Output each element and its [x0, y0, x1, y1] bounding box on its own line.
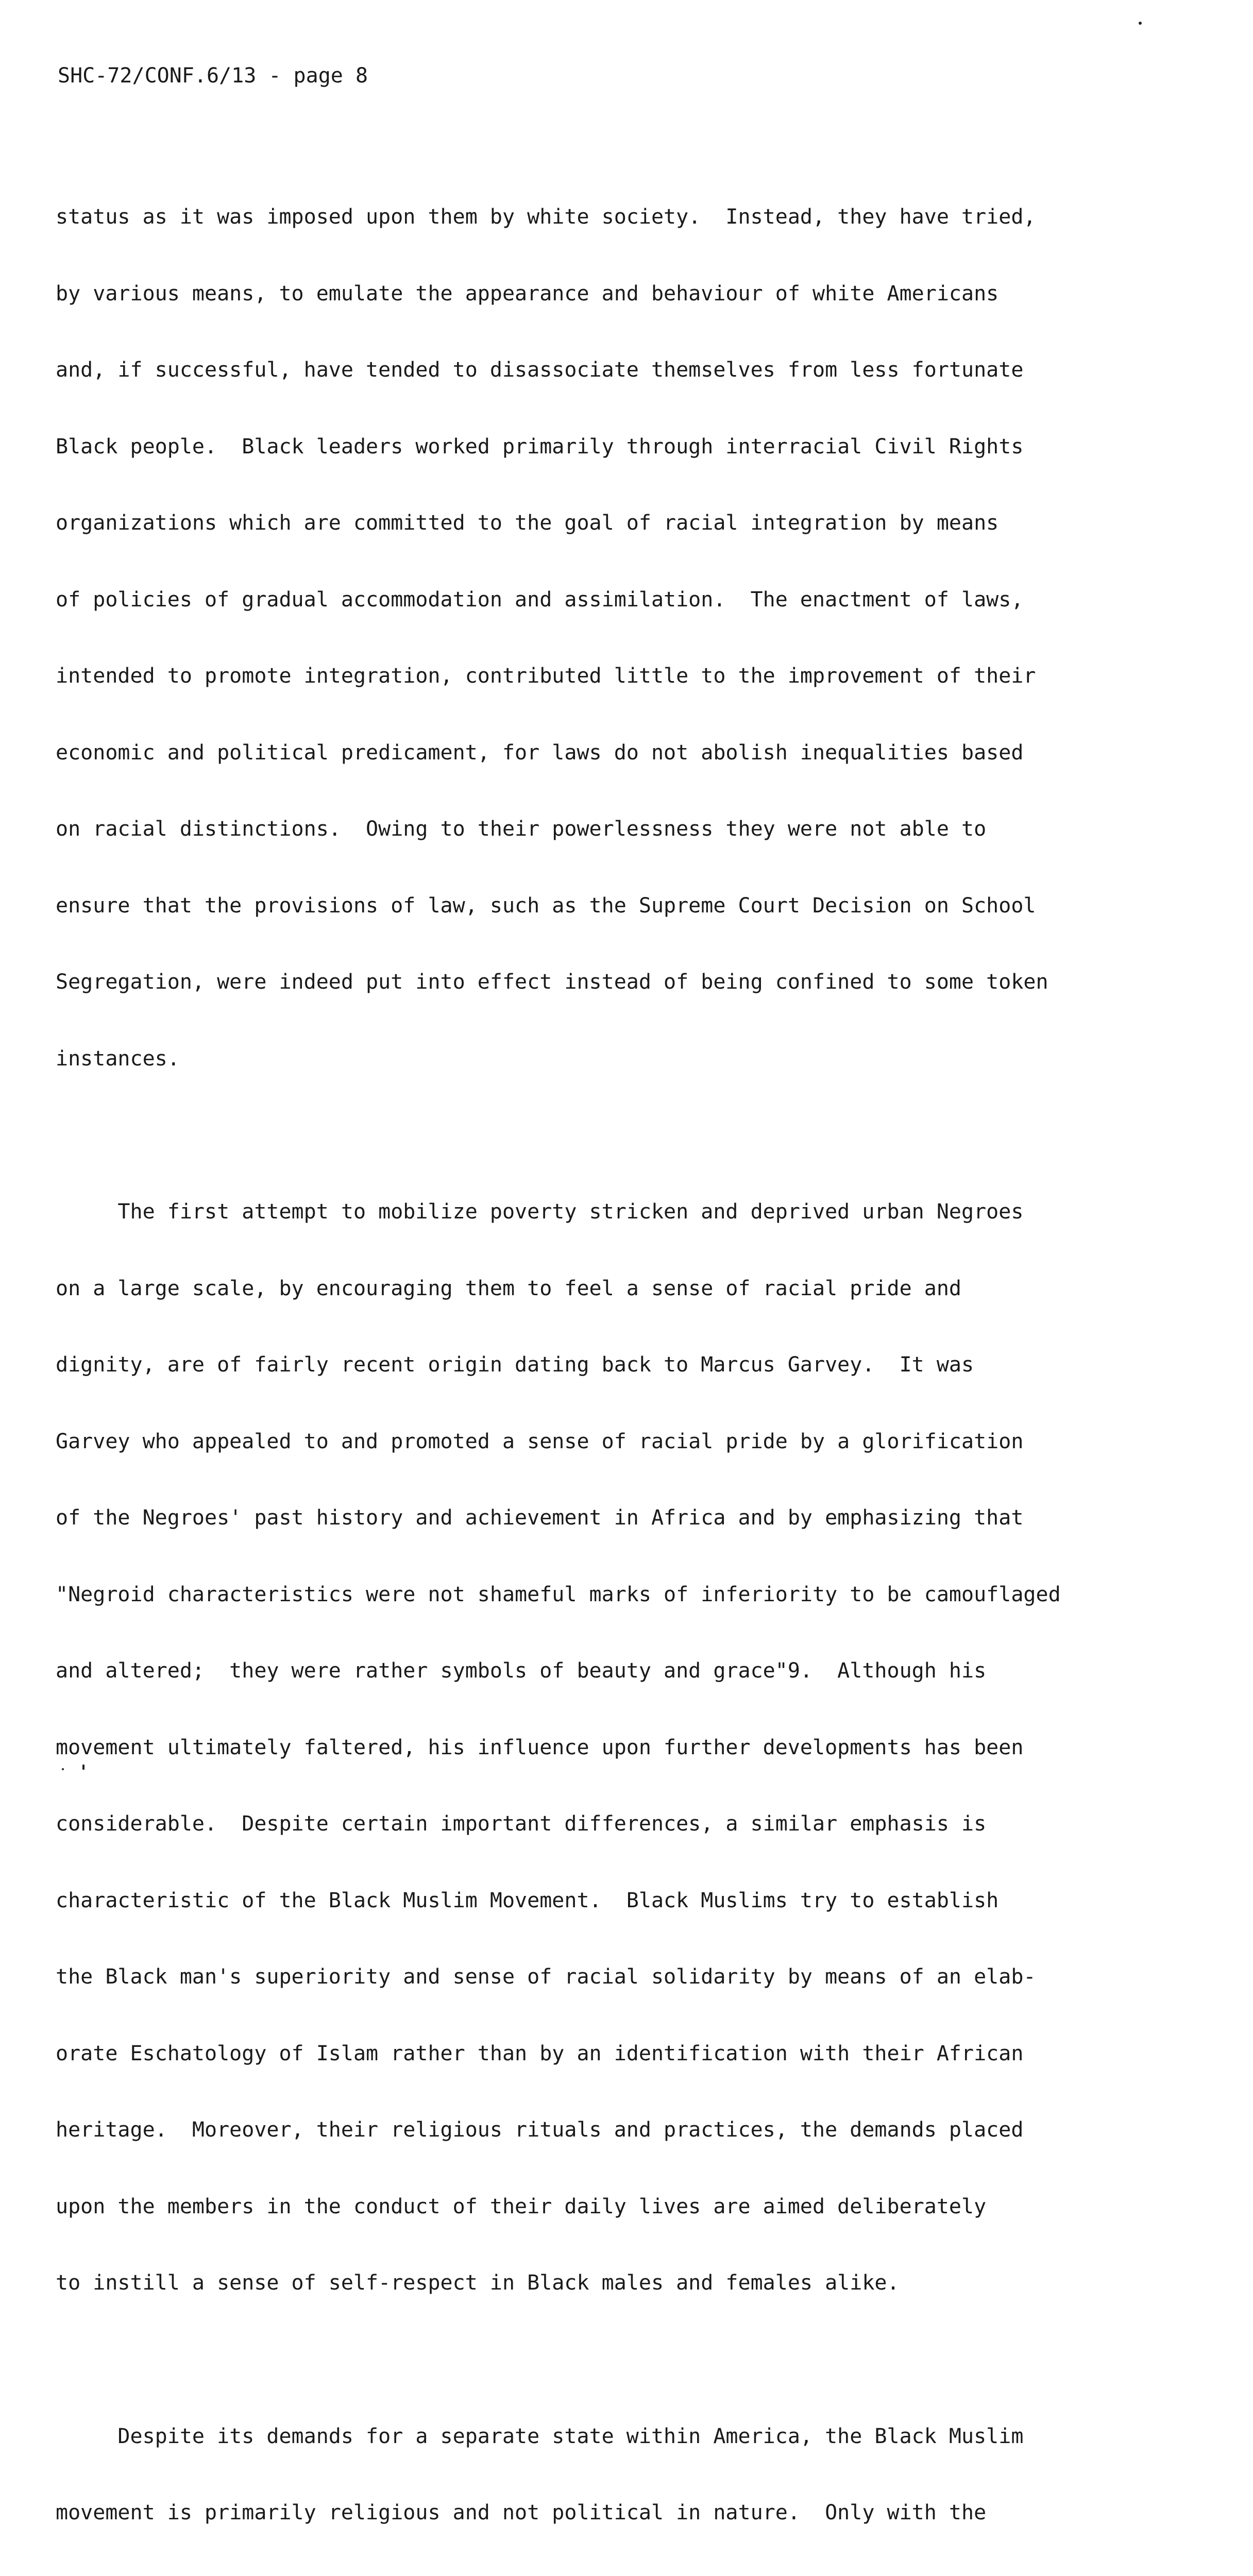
- text-line: Segregation, were indeed put into effect instead of being confined to some token: [56, 970, 1127, 995]
- text-line: by various means, to emulate the appearance and behaviour of white Americans: [56, 281, 1127, 307]
- text-line: movement ultimately faltered, his influence upon further developments has been: [56, 1735, 1127, 1761]
- text-line: status as it was imposed upon them by white society. Instead, they have tried,: [56, 205, 1127, 230]
- text-line: economic and political predicament, for laws do not abolish inequalities based: [56, 740, 1127, 766]
- text-line: ensure that the provisions of law, such as the Supreme Court Decision on School: [56, 893, 1127, 919]
- text-line: considerable. Despite certain important differences, a similar emphasis is: [56, 1811, 1127, 1837]
- text-line: Despite its demands for a separate state within America, the Black Muslim: [56, 2424, 1127, 2450]
- text-line: orate Eschatology of Islam rather than by an identification with their African: [56, 2041, 1127, 2067]
- text-line: on a large scale, by encouraging them to feel a sense of racial pride and: [56, 1276, 1127, 1302]
- text-line: heritage. Moreover, their religious rituals and practices, the demands placed: [56, 2117, 1127, 2143]
- text-line: dignity, are of fairly recent origin dating back to Marcus Garvey. It was: [56, 1352, 1127, 1378]
- text-line: the Black man's superiority and sense of racial solidarity by means of an elab-: [56, 1964, 1127, 1990]
- text-line: characteristic of the Black Muslim Movement. Black Muslims try to establish: [56, 1888, 1127, 1914]
- paragraph-3: [56, 2373, 1127, 2576]
- running-head: SHC-72/CONF.6/13 - page 8: [58, 63, 368, 89]
- text-line: on racial distinctions. Owing to their powerlessness they were not able to: [56, 817, 1127, 842]
- scan-speck: [1139, 22, 1142, 25]
- scan-speck: [62, 1768, 64, 1770]
- text-line: and, if successful, have tended to disassociate themselves from less fortunate: [56, 358, 1127, 383]
- text-line: to instill a sense of self-respect in Black males and females alike.: [56, 2270, 1127, 2296]
- text-line: organizations which are committed to the goal of racial integration by means: [56, 511, 1127, 536]
- paragraph-1: [56, 154, 1127, 1123]
- text-line: of policies of gradual accommodation and assimilation. The enactment of laws,: [56, 587, 1127, 613]
- scan-speck: [82, 1765, 84, 1770]
- text-line: intended to promote integration, contributed little to the improvement of their: [56, 664, 1127, 689]
- text-line: instances.: [56, 1046, 1127, 1072]
- text-line: The first attempt to mobilize poverty stricken and deprived urban Negroes: [56, 1199, 1127, 1225]
- text-line: Black people. Black leaders worked primarily through interracial Civil Rights: [56, 434, 1127, 460]
- text-line: movement is primarily religious and not political in nature. Only with the: [56, 2500, 1127, 2526]
- text-line: "Negroid characteristics were not shameful marks of inferiority to be camouflaged: [56, 1582, 1127, 1608]
- text-line: upon the members in the conduct of their daily lives are aimed deliberately: [56, 2194, 1127, 2220]
- text-line: and altered; they were rather symbols of beauty and grace"9. Although his: [56, 1658, 1127, 1684]
- text-line: of the Negroes' past history and achievement in Africa and by emphasizing that: [56, 1505, 1127, 1531]
- body-text: [56, 154, 1127, 2576]
- paragraph-2: [56, 1148, 1127, 2347]
- text-line: Garvey who appealed to and promoted a sense of racial pride by a glorification: [56, 1429, 1127, 1455]
